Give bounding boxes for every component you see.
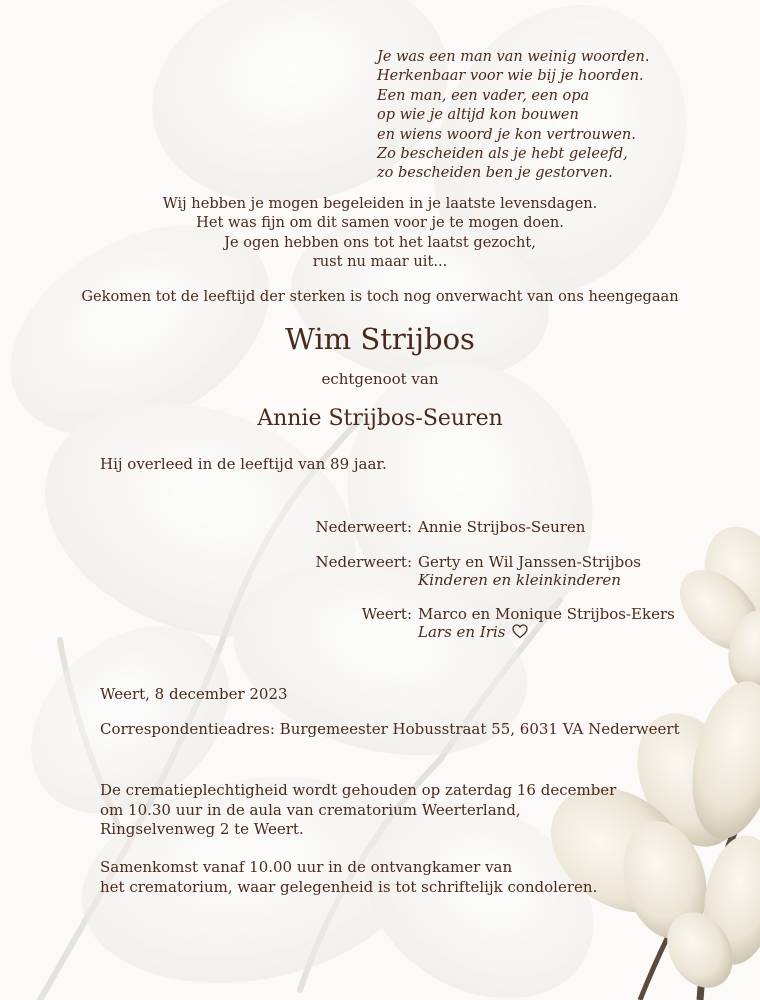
intro-line: Het was fijn om dit samen voor je te mogen doen. [196,214,564,232]
poem-line: Je was een man van weinig woorden. [377,49,650,65]
relative-sub-line [418,623,528,644]
spouse-name: Annie Strijbos-Seuren [257,406,503,431]
ceremony-text [100,781,616,840]
correspondence-address: Correspondentieadres: Burgemeester Hobusstraat 55, 6031 VA Nederweert [100,720,680,738]
poem-line: Herkenbaar voor wie bij je hoorden. [377,68,644,85]
ceremony-line: De crematieplechtigheid wordt gehouden op zaterdag 16 december [100,781,617,799]
poem-line: en wiens woord je kon vertrouwen. [377,126,636,143]
ceremony-line: Ringselvenweg 2 te Weert. [100,820,304,838]
intro-line: Je ogen hebben ons tot het laatst gezocht, [224,233,536,251]
date-line: Weert, 8 december 2023 [100,685,288,703]
announcement: Gekomen tot de leeftijd der sterken is toch nog onverwacht van ons heengegaan [81,288,679,305]
deceased-name: Wim Strijbos [285,322,475,356]
poem [377,48,649,184]
relative-place: Weert: [361,605,412,623]
relative-name: Annie Strijbos-Seuren [418,518,586,536]
poem-line: Zo bescheiden als je hebt geleefd, [377,146,628,163]
poem-line: zo bescheiden ben je gestorven. [377,165,613,182]
ceremony-line: om 10.30 uur in de aula van crematorium Weerterland, [100,800,521,819]
relation-text: echtgenoot van [321,370,439,388]
intro-line: rust nu maar uit... [312,252,448,270]
relative-sub: Lars en Iris [418,623,506,641]
poem-line: Een man, een vader, een opa [377,87,590,104]
relative-name: Marco en Monique Strijbos-Ekers [418,605,675,623]
relative-sub: Kinderen en kleinkinderen [418,571,621,589]
age-text: Hij overleed in de leeftijd van 89 jaar. [100,455,387,473]
intro-line: Wij hebben je mogen begeleiden in je laatste levensdagen. [162,195,598,212]
relative-place: Nederweert: [315,553,412,571]
gathering-line: Samenkomst vanaf 10.00 uur in de ontvangkamer van [100,858,513,876]
gathering-line: het crematorium, waar gelegenheid is tot schriftelijk condoleren. [100,877,598,896]
relative-name: Gerty en Wil Janssen-Strijbos [418,553,641,571]
poem-line: op wie je altijd kon bouwen [377,107,579,124]
heart-icon [512,624,528,644]
relative-place: Nederweert: [315,518,412,536]
gathering-text [100,858,597,897]
intro-text [0,194,760,271]
